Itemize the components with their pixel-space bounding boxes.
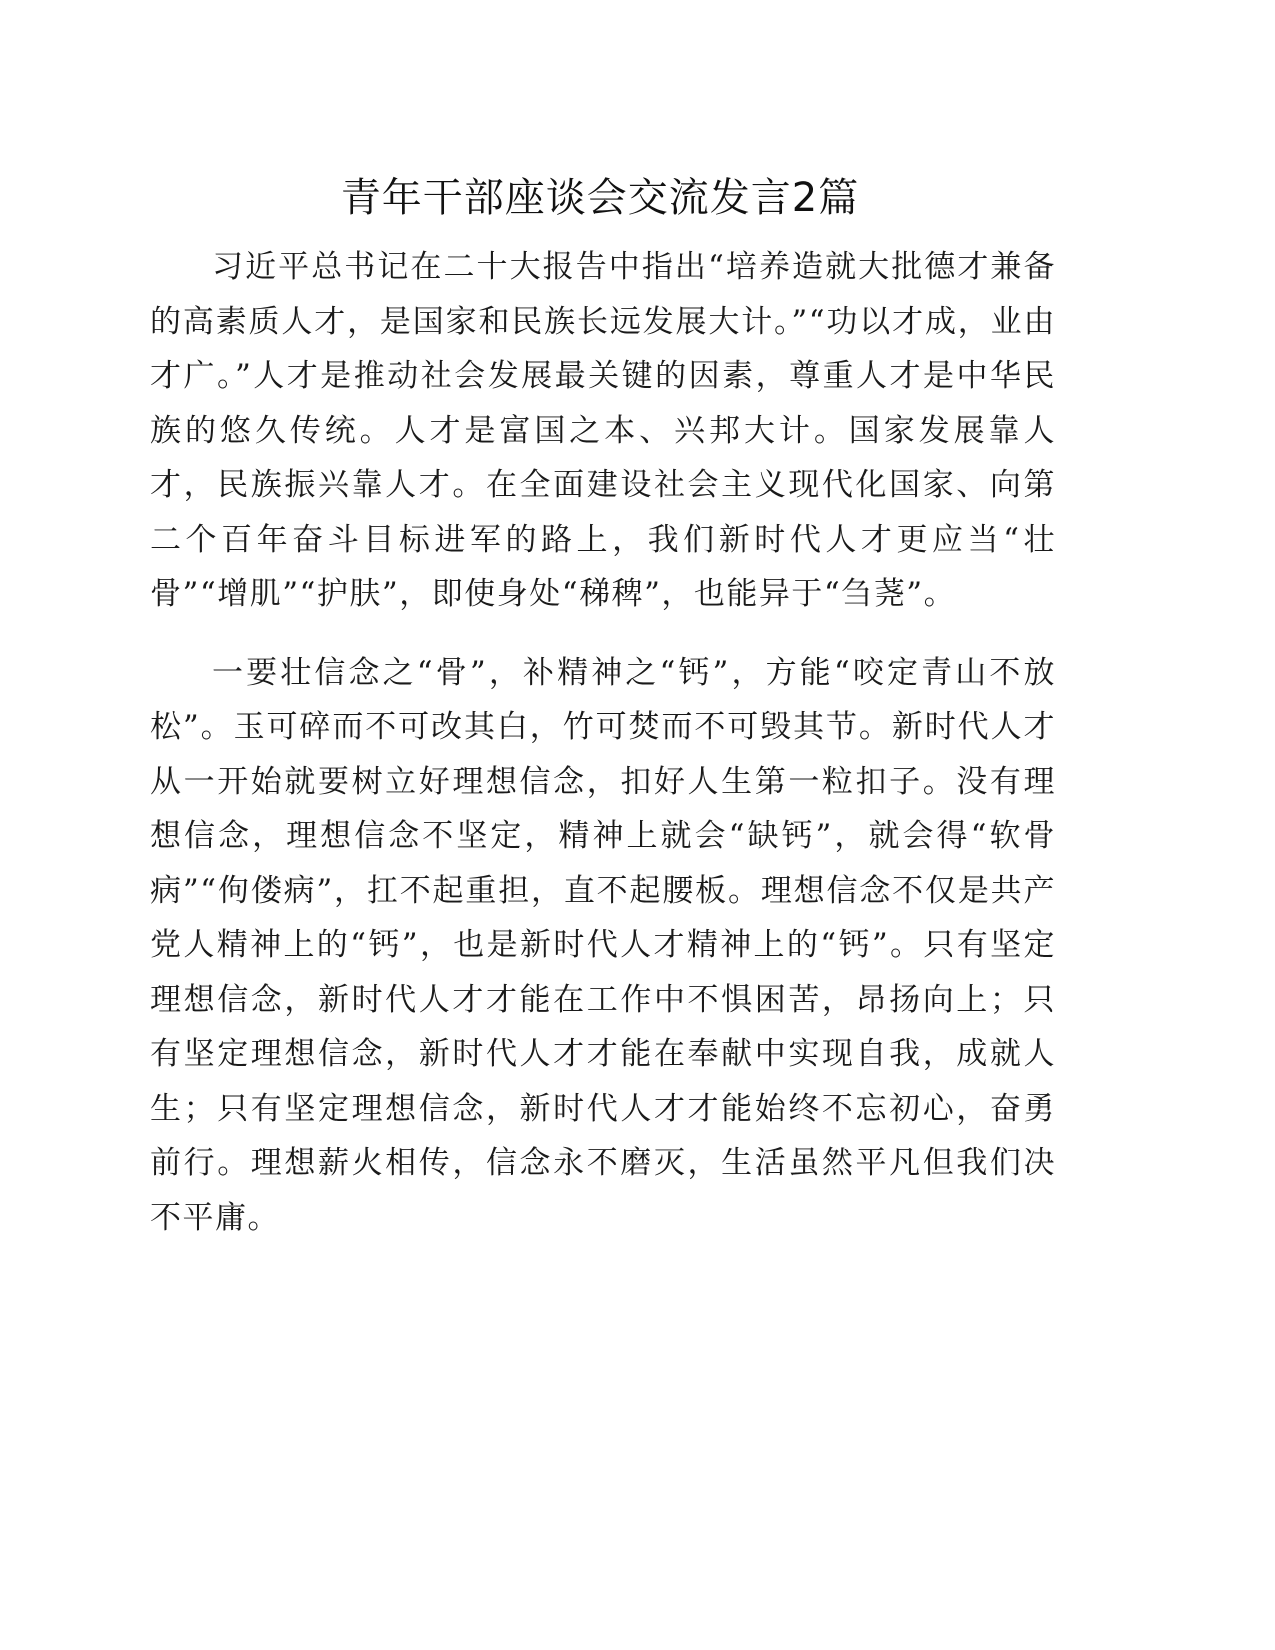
document-body [150,240,1056,1245]
document-title: 青年干部座谈会交流发言2篇 [340,175,860,221]
body-paragraph-ideals: 一要壮信念之“骨”，补精神之“钙”，方能“咬定青山不放松”。玉可碎而不可改其白，竹可焚而不可毁其节。新时代人才从一开始就要树立好理想信念，扣好人生第一粒扣子。没有理想信念，理想信念不坚定，精神上就会“缺钙”，就会得“软骨病”“佝偻病”，扛不起重担，直不起腰板。理想信念不仅是共产党人精神上的“钙”，也是新时代人才精神上的“钙”。只有坚定理想信念，新时代人才才能在工作中不惧困苦，昂扬向上；只有坚定理想信念，新时代人才才能在奉献中实现自我，成就人生；只有坚定理想信念，新时代人才才能始终不忘初心，奋勇前行。理想薪火相传，信念永不磨灭，生活虽然平凡但我们决不平庸。 [150,654,1056,1236]
body-paragraph-intro: 习近平总书记在二十大报告中指出“培养造就大批德才兼备的高素质人才，是国家和民族长远发展大计。”“功以才成，业由才广。”人才是推动社会发展最关键的因素，尊重人才是中华民族的悠久传统。人才是富国之本、兴邦大计。国家发展靠人才，民族振兴靠人才。在全面建设社会主义现代化国家、向第二个百年奋斗目标进军的路上，我们新时代人才更应当“壮骨”“增肌”“护肤”，即使身处“稊稗”，也能异于“刍荛”。 [150,249,1056,612]
